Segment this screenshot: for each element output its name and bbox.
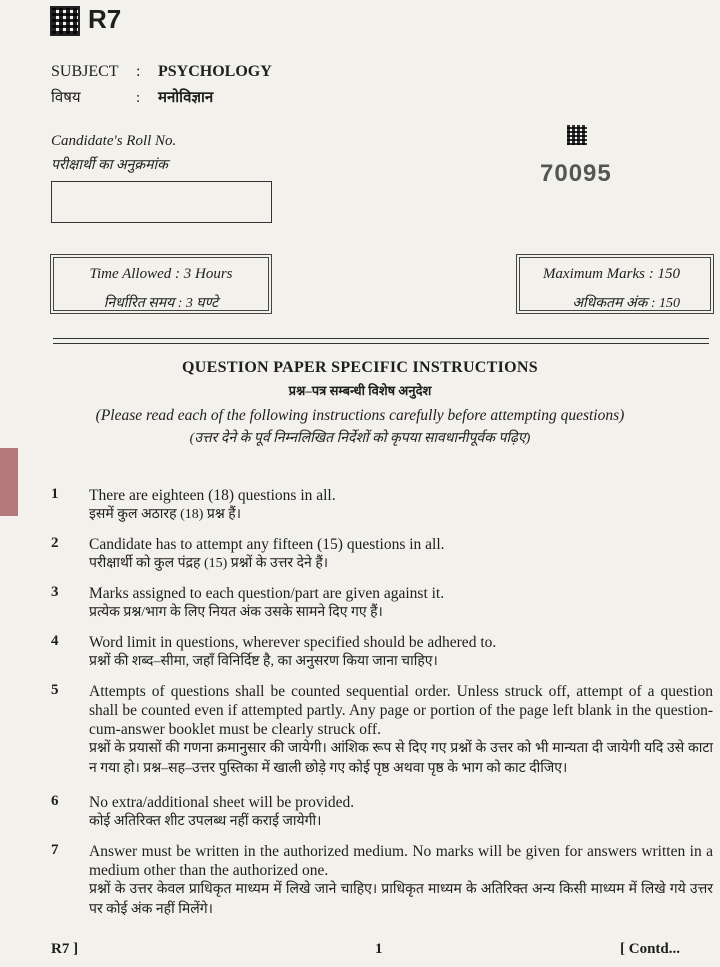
subject-value-hindi: मनोविज्ञान — [158, 90, 214, 106]
roll-number-label: Candidate's Roll No. — [51, 133, 177, 149]
subject-label: SUBJECT — [51, 63, 119, 80]
maximum-marks-hindi: अधिकतम अंक : 150 — [572, 296, 680, 311]
instructions-note: (Please read each of the following instructions carefully before attempting questions) — [95, 407, 625, 424]
qr-code-icon — [50, 6, 80, 36]
instruction-item: 7 Answer must be written in the authorized medium. No marks will be given for answers written in a medium other than the authorized one. प्रश्नों के उत्तर केवल प्राधिकृत माध्यम में लिखे जाने चाहिए। प्राधिकृत माध्यम के अतिरिक्त अन्य किसी माध्यम में लिखे गये उत्तर पर कोई अंक नहीं मिलेंगे। — [51, 842, 713, 917]
roll-number-box[interactable] — [51, 181, 272, 223]
paper-code: R7 — [88, 4, 122, 34]
instruction-item: 3 Marks assigned to each question/part are given against it. प्रत्येक प्रश्न/भाग के लिए नियत अंक उसके सामने दिए गए हैं। — [51, 584, 445, 620]
side-tab-mark — [0, 448, 18, 516]
instruction-item: 1 There are eighteen (18) questions in all. इसमें कुल अठारह (18) प्रश्न हैं। — [51, 486, 336, 522]
time-allowed-box — [53, 257, 269, 311]
instruction-item: 5 Attempts of questions shall be counted sequential order. Unless struck off, attempt of a question shall be counted even if attempted partly. Any page or portion of the page left blank in the question-cum-answer booklet must be clearly struck off. प्रश्नों के प्रयासों की गणना क्रमानुसार की जायेगी। आंशिक रूप से दिए गए प्रश्नों के उत्तर को भी मान्यता दी जायेगी यदि उसे काटा न गया हो। प्रश्न–सह–उत्तर पुस्तिका में खाली छोड़े गए कोई पृष्ठ अथवा पृष्ठ के भाग को काट दीजिए। — [51, 682, 713, 776]
subject-label-hindi: विषय — [51, 90, 81, 106]
roll-number-label-hindi: परीक्षार्थी का अनुक्रमांक — [51, 158, 168, 173]
instruction-item: 4 Word limit in questions, wherever specified should be adhered to. प्रश्नों की शब्द–सीमा, जहाँ विनिर्दिष्ट है, का अनुसरण किया जाना चाहिए। — [51, 633, 497, 669]
subject-row-hindi: विषय : मनोविज्ञान — [51, 87, 213, 107]
instructions-title-hindi: प्रश्न–पत्र सम्बन्धी विशेष अनुदेश — [288, 383, 432, 398]
barcode-icon — [567, 125, 587, 145]
time-allowed: Time Allowed : 3 Hours — [89, 266, 233, 282]
time-allowed-hindi: निर्धारित समय : 3 घण्टे — [103, 296, 219, 311]
subject-row: SUBJECT : PSYCHOLOGY — [51, 63, 272, 80]
instruction-item: 2 Candidate has to attempt any fifteen (15) questions in all. परीक्षार्थी को कुल पंद्रह (15) प्रश्नों के उत्तर देने हैं। — [51, 535, 445, 571]
footer-paper-code: R7 ] — [51, 941, 79, 957]
maximum-marks: Maximum Marks : 150 — [542, 266, 680, 282]
continued-label: [ Contd... — [620, 941, 681, 957]
subject-value: PSYCHOLOGY — [158, 63, 272, 80]
page-number: 1 — [375, 941, 383, 957]
instructions-note-hindi: (उत्तर देने के पूर्व निम्नलिखित निर्देशों को कृपया सावधानीपूर्वक पढ़िए) — [189, 431, 531, 446]
instruction-item: 6 No extra/additional sheet will be provided. कोई अतिरिक्त शीट उपलब्ध नहीं कराई जायेगी। — [51, 793, 355, 829]
serial-number: 70095 — [540, 160, 612, 187]
divider — [53, 338, 709, 339]
divider — [53, 343, 709, 344]
instructions-title: QUESTION PAPER SPECIFIC INSTRUCTIONS — [182, 359, 538, 376]
maximum-marks-box — [519, 257, 711, 311]
